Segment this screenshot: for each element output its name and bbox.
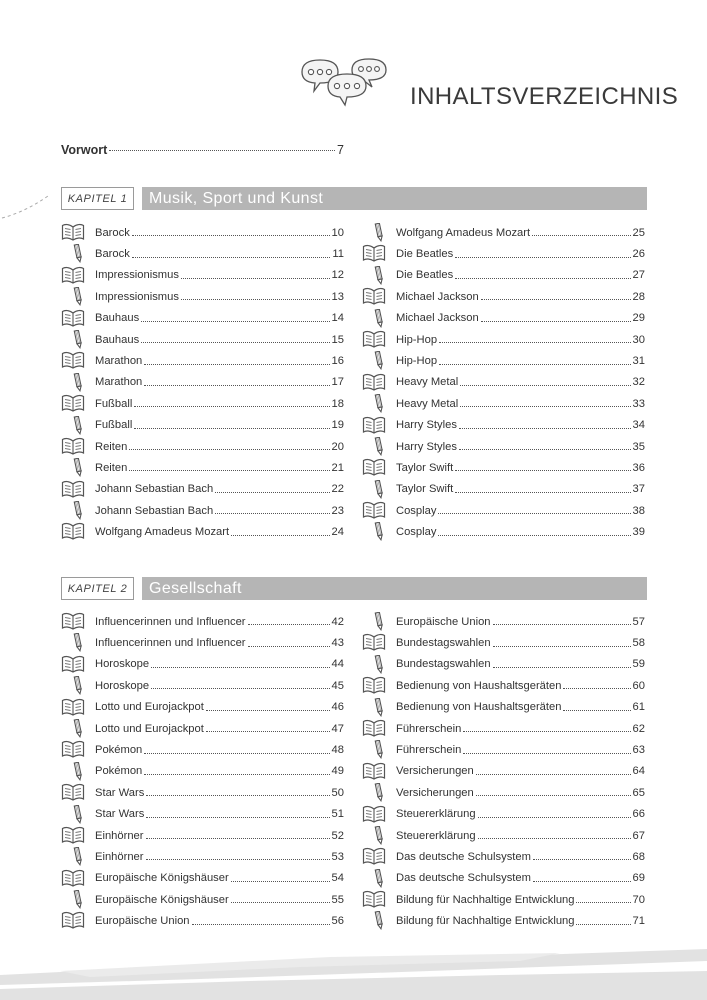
dot-leader (481, 321, 631, 322)
entry-title: Horoskope (95, 658, 150, 671)
entry-title: Heavy Metal (396, 397, 459, 410)
entry-title: Michael Jackson (396, 312, 479, 325)
toc-entry[interactable] (61, 910, 344, 931)
toc-entry[interactable] (61, 308, 344, 329)
entry-title: Star Wars (95, 786, 145, 799)
entry-title: Johann Sebastian Bach (95, 504, 214, 517)
entry-title: Taylor Swift (396, 483, 454, 496)
toc-entry[interactable] (61, 697, 344, 718)
dot-leader (481, 299, 631, 300)
toc-entry[interactable] (61, 222, 344, 243)
dot-leader (144, 774, 329, 775)
dot-leader (455, 257, 630, 258)
entry-title: Horoskope (95, 679, 150, 692)
toc-entry[interactable] (61, 611, 344, 632)
dot-leader (109, 150, 335, 151)
entry-page-number: 56 (331, 915, 344, 928)
speech-bubbles-icon (298, 56, 393, 108)
entry-page-number: 44 (331, 658, 344, 671)
entry-page-number: 19 (331, 419, 344, 432)
entry-page-number: 37 (632, 483, 645, 496)
dot-leader (144, 364, 329, 365)
entry-page-number: 36 (632, 461, 645, 474)
chapter-header (61, 187, 647, 210)
entry-page-number: 29 (632, 312, 645, 325)
entry-title: Das deutsche Schulsystem (396, 850, 531, 863)
dot-leader (151, 688, 329, 689)
entry-title: Barock (95, 226, 130, 239)
entry-page-number: 28 (632, 290, 645, 303)
dot-leader (215, 492, 329, 493)
toc-entry[interactable] (61, 286, 344, 307)
dot-leader (576, 924, 630, 925)
entry-title: Harry Styles (396, 419, 457, 432)
dot-leader (476, 795, 631, 796)
dot-leader (132, 257, 331, 258)
dashed-line-decoration (0, 192, 50, 222)
entry-title: Impressionismus (95, 290, 179, 303)
entry-page-number: 10 (331, 226, 344, 239)
dot-leader (478, 817, 631, 818)
entry-title: Bauhaus (95, 333, 140, 346)
entry-title: Influencerinnen und Influencer (95, 637, 246, 650)
entry-page-number: 12 (331, 269, 344, 282)
toc-entry[interactable] (61, 500, 344, 521)
dot-leader (455, 492, 630, 493)
entry-page-number: 58 (632, 637, 645, 650)
entry-title: Influencerinnen und Influencer (95, 615, 246, 628)
toc-entry[interactable] (61, 739, 344, 760)
dot-leader (463, 731, 630, 732)
entry-page-number: 52 (331, 829, 344, 842)
dot-leader (206, 710, 330, 711)
dot-leader (476, 774, 631, 775)
entry-title: Impressionismus (95, 269, 179, 282)
entry-title: Reiten (95, 461, 128, 474)
entry-title: Hip-Hop (396, 355, 438, 368)
toc-entry[interactable] (362, 329, 645, 350)
entry-page-number: 69 (632, 872, 645, 885)
entry-page-number: 26 (632, 248, 645, 261)
dot-leader (533, 859, 631, 860)
entry-title: Marathon (95, 376, 143, 389)
entry-title: Lotto und Eurojackpot (95, 722, 204, 735)
toc-entry[interactable] (362, 286, 645, 307)
entry-title: Harry Styles (396, 440, 457, 453)
kapitel-label: KAPITEL 1 (61, 187, 134, 210)
entry-title: Barock (95, 248, 130, 261)
entry-title: Die Beatles (396, 269, 454, 282)
dot-leader (533, 881, 631, 882)
toc-entry[interactable] (61, 654, 344, 675)
dot-leader (478, 838, 631, 839)
entry-title: Reiten (95, 440, 128, 453)
toc-entry[interactable] (61, 761, 344, 782)
entry-title: Europäische Königshäuser (95, 893, 229, 906)
dot-leader (129, 470, 329, 471)
entry-page-number: 38 (632, 504, 645, 517)
entry-page-number: 62 (632, 722, 645, 735)
dot-leader (493, 667, 631, 668)
dot-leader (231, 535, 329, 536)
toc-entry[interactable] (61, 350, 344, 371)
brush-stroke-decoration (0, 935, 707, 1000)
toc-entry[interactable] (362, 521, 645, 542)
entry-page-number: 13 (331, 290, 344, 303)
toc-entry[interactable] (61, 372, 344, 393)
toc-entry[interactable] (61, 243, 344, 264)
entry-title: Führerschein (396, 744, 462, 757)
entry-title: Bauhaus (95, 312, 140, 325)
entry-page-number: 31 (632, 355, 645, 368)
entry-title: Marathon (95, 355, 143, 368)
toc-column-right (362, 222, 645, 543)
entry-page-number: 53 (331, 850, 344, 863)
toc-entry[interactable] (362, 804, 645, 825)
dot-leader (132, 235, 330, 236)
entry-page-number: 60 (632, 679, 645, 692)
toc-entry[interactable] (362, 632, 645, 653)
dot-leader (493, 646, 631, 647)
entry-title: Europäische Königshäuser (95, 872, 229, 885)
toc-entry[interactable] (362, 739, 645, 760)
page-title: INHALTSVERZEICHNIS (410, 83, 679, 110)
dot-leader (231, 881, 330, 882)
toc-entry[interactable] (362, 910, 645, 931)
toc-entry[interactable] (362, 243, 645, 264)
dot-leader (146, 859, 330, 860)
entry-title: Führerschein (396, 722, 462, 735)
entry-page-number: 66 (632, 808, 645, 821)
entry-title: Steuererklärung (396, 829, 476, 842)
dot-leader (141, 321, 329, 322)
toc-entry[interactable] (61, 521, 344, 542)
entry-page-number: 16 (331, 355, 344, 368)
dot-leader (151, 667, 329, 668)
entry-title: Star Wars (95, 808, 145, 821)
toc-entry[interactable] (362, 697, 645, 718)
entry-page-number: 67 (632, 829, 645, 842)
dot-leader (438, 513, 630, 514)
toc-entry[interactable] (362, 350, 645, 371)
toc-entry[interactable] (61, 889, 344, 910)
toc-entry[interactable] (61, 675, 344, 696)
dot-leader (248, 624, 330, 625)
entry-title: Steuererklärung (396, 808, 476, 821)
dot-leader (144, 753, 329, 754)
entry-title: Wolfgang Amadeus Mozart (396, 226, 531, 239)
entry-page-number: 11 (332, 248, 344, 261)
dot-leader (146, 795, 329, 796)
toc-entry[interactable] (362, 868, 645, 889)
toc-vorwort-entry[interactable] (61, 143, 344, 161)
dot-leader (134, 428, 329, 429)
toc-entry[interactable] (362, 846, 645, 867)
toc-entry[interactable] (362, 415, 645, 436)
entry-page-number: 15 (331, 333, 344, 346)
dot-leader (460, 385, 630, 386)
entry-title: Bundestagswahlen (396, 658, 491, 671)
entry-title: Einhörner (95, 850, 144, 863)
entry-title: Versicherungen (396, 765, 474, 778)
toc-entry[interactable] (61, 782, 344, 803)
entry-page-number: 71 (632, 915, 645, 928)
entry-page-number: 46 (331, 701, 344, 714)
entry-page-number: 49 (331, 765, 344, 778)
toc-entry[interactable] (61, 436, 344, 457)
toc-entry[interactable] (362, 718, 645, 739)
toc-entry[interactable] (61, 825, 344, 846)
dot-leader (576, 902, 630, 903)
entry-title: Bildung für Nachhaltige Entwicklung (396, 893, 575, 906)
entry-page-number: 47 (331, 722, 344, 735)
entry-title: Pokémon (95, 765, 143, 778)
entry-title: Einhörner (95, 829, 144, 842)
toc-entry[interactable] (362, 761, 645, 782)
entry-page-number: 59 (632, 658, 645, 671)
entry-title: Hip-Hop (396, 333, 438, 346)
dot-leader (129, 449, 329, 450)
dot-leader (248, 646, 330, 647)
entry-title: Heavy Metal (396, 376, 459, 389)
dot-leader (493, 624, 631, 625)
entry-page-number: 57 (632, 615, 645, 628)
toc-entry[interactable] (61, 457, 344, 478)
entry-page-number: 55 (331, 893, 344, 906)
toc-entry[interactable] (362, 611, 645, 632)
toc-entry[interactable] (362, 675, 645, 696)
dot-leader (463, 753, 630, 754)
dot-leader (146, 817, 329, 818)
chapter-title: Musik, Sport und Kunst (142, 187, 647, 210)
entry-title: Das deutsche Schulsystem (396, 872, 531, 885)
entry-page-number: 17 (331, 376, 344, 389)
entry-page-number: 35 (632, 440, 645, 453)
dot-leader (438, 535, 630, 536)
dot-leader (206, 731, 330, 732)
entry-page-number: 30 (632, 333, 645, 346)
toc-entry[interactable] (61, 632, 344, 653)
kapitel-label: KAPITEL 2 (61, 577, 134, 600)
toc-entry[interactable] (362, 782, 645, 803)
dot-leader (439, 364, 631, 365)
toc-entry[interactable] (362, 393, 645, 414)
entry-page-number: 45 (331, 679, 344, 692)
dot-leader (181, 299, 330, 300)
entry-page-number: 54 (331, 872, 344, 885)
entry-page-number: 51 (331, 808, 344, 821)
toc-entry[interactable] (61, 804, 344, 825)
chapter-title: Gesellschaft (142, 577, 647, 600)
dot-leader (460, 406, 630, 407)
entry-page-number: 61 (632, 701, 645, 714)
entry-page-number: 43 (331, 637, 344, 650)
dot-leader (459, 428, 631, 429)
entry-page-number: 65 (632, 786, 645, 799)
entry-page-number: 24 (331, 526, 344, 539)
entry-page-number: 27 (632, 269, 645, 282)
dot-leader (563, 710, 630, 711)
dot-leader (215, 513, 329, 514)
entry-title: Die Beatles (396, 248, 454, 261)
entry-page-number: 23 (331, 504, 344, 517)
toc-entry[interactable] (362, 654, 645, 675)
toc-entry[interactable] (61, 329, 344, 350)
entry-page-number: 18 (331, 397, 344, 410)
entry-page-number: 50 (331, 786, 344, 799)
dot-leader (439, 342, 631, 343)
dot-leader (144, 385, 329, 386)
entry-page-number: 48 (331, 744, 344, 757)
chapter-header (61, 577, 647, 600)
entry-page-number: 64 (632, 765, 645, 778)
entry-title: Cosplay (396, 504, 437, 517)
toc-entry[interactable] (362, 265, 645, 286)
toc-entry[interactable] (61, 718, 344, 739)
vorwort-label: Vorwort (61, 143, 108, 157)
entry-page-number: 68 (632, 850, 645, 863)
toc-entry[interactable] (61, 846, 344, 867)
toc-entry[interactable] (362, 436, 645, 457)
dot-leader (134, 406, 329, 407)
entry-page-number: 21 (331, 461, 344, 474)
dot-leader (563, 688, 630, 689)
toc-entry[interactable] (362, 222, 645, 243)
entry-page-number: 42 (331, 615, 344, 628)
entry-page-number: 39 (632, 526, 645, 539)
toc-entry[interactable] (362, 479, 645, 500)
toc-entry[interactable] (61, 415, 344, 436)
vorwort-page: 7 (337, 143, 344, 157)
toc-entry[interactable] (362, 457, 645, 478)
entry-title: Bedienung von Haushaltsgeräten (396, 679, 562, 692)
toc-entry[interactable] (362, 889, 645, 910)
entry-title: Versicherungen (396, 786, 474, 799)
entry-title: Cosplay (396, 526, 437, 539)
toc-column-left (61, 611, 344, 932)
dot-leader (192, 924, 330, 925)
entry-title: Bedienung von Haushaltsgeräten (396, 701, 562, 714)
entry-page-number: 32 (632, 376, 645, 389)
toc-entry[interactable] (61, 265, 344, 286)
entry-page-number: 25 (632, 226, 645, 239)
toc-column-right (362, 611, 645, 932)
dot-leader (231, 902, 330, 903)
entry-title: Europäische Union (95, 915, 190, 928)
entry-title: Europäische Union (396, 615, 491, 628)
toc-entry[interactable] (61, 393, 344, 414)
dot-leader (459, 449, 631, 450)
toc-entry[interactable] (362, 372, 645, 393)
entry-page-number: 63 (632, 744, 645, 757)
toc-entry[interactable] (61, 479, 344, 500)
dot-leader (146, 838, 330, 839)
entry-title: Fußball (95, 419, 133, 432)
entry-title: Lotto und Eurojackpot (95, 701, 204, 714)
entry-page-number: 14 (331, 312, 344, 325)
dot-leader (181, 278, 330, 279)
toc-entry[interactable] (362, 825, 645, 846)
dot-leader (455, 470, 630, 471)
entry-title: Michael Jackson (396, 290, 479, 303)
entry-title: Bildung für Nachhaltige Entwicklung (396, 915, 575, 928)
entry-title: Johann Sebastian Bach (95, 483, 214, 496)
entry-page-number: 22 (331, 483, 344, 496)
entry-page-number: 33 (632, 397, 645, 410)
entry-page-number: 70 (632, 893, 645, 906)
entry-title: Wolfgang Amadeus Mozart (95, 526, 230, 539)
entry-title: Bundestagswahlen (396, 637, 491, 650)
toc-entry[interactable] (362, 500, 645, 521)
toc-column-left (61, 222, 344, 543)
dot-leader (532, 235, 630, 236)
entry-page-number: 20 (331, 440, 344, 453)
toc-entry[interactable] (61, 868, 344, 889)
entry-title: Fußball (95, 397, 133, 410)
entry-title: Pokémon (95, 744, 143, 757)
toc-entry[interactable] (362, 308, 645, 329)
dot-leader (455, 278, 630, 279)
dot-leader (141, 342, 329, 343)
entry-title: Taylor Swift (396, 461, 454, 474)
entry-page-number: 34 (632, 419, 645, 432)
